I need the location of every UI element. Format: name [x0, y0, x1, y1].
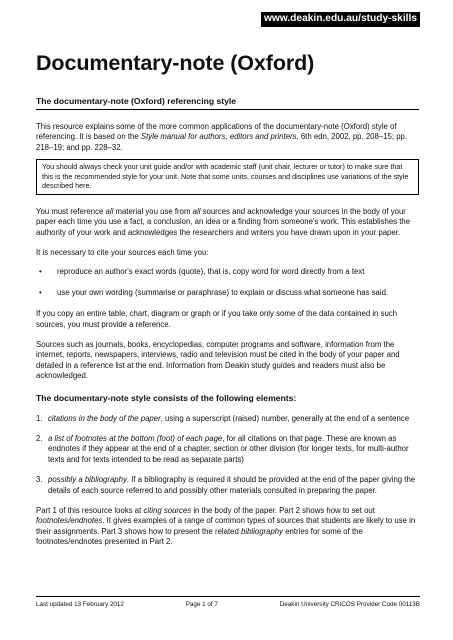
parts-text-1: Part 1 of this resource looks at	[36, 506, 144, 516]
must-emphasis-2: all	[192, 206, 201, 216]
parts-text-2: in the body of the paper. Part 2 shows how to set out	[191, 506, 375, 516]
element-description: , using a superscript (raised) number, generally at the end of a sentence	[160, 413, 410, 423]
bullet-text: reproduce an author's exact words (quote), that is, copy word for word directly from a text	[57, 267, 365, 277]
section-heading-style: The documentary-note (Oxford) referencing style	[36, 96, 237, 106]
provider-code: Deakin University CRICOS Provider Code 00113B	[279, 601, 420, 608]
element-text	[48, 414, 409, 424]
style-manual-title: Style manual for authors, editors and printers	[140, 132, 297, 142]
must-text-2: material you use from	[113, 206, 193, 216]
page-footer	[36, 601, 420, 609]
sources-paragraph: Sources such as journals, books, encyclopedias, computer programs and software, information from the internet, reports, newspapers, interviews, radio and television must be cited in the body of your paper and detailed in a reference list at the end. Information from Deakin study guides and readers must also be acknowledged.	[36, 339, 400, 381]
must-text-1: You must reference	[36, 206, 106, 216]
page-title: Documentary-note (Oxford)	[36, 51, 315, 75]
footer-rule	[36, 596, 420, 597]
must-text-3: sources and acknowledge your sources in the body of your paper each time you use a fact, a conclusion, an idea or a finding from someone's work. This establishes the authority of your work and acknowledges the researchers and writers you have drawn upon in your paper.	[36, 206, 411, 237]
parts-text-4: entries for some of the footnotes/endnotes presented in Part 2.	[36, 526, 363, 547]
element-emphasis: possibly a bibliography	[48, 475, 127, 485]
element-emphasis: a list of footnotes at the bottom (foot) of each page	[48, 434, 223, 443]
element-item	[36, 475, 419, 496]
intro-text-2: , 6th edn, 2002, pp. 208–15; pp. 218–19; and pp. 228–32.	[36, 132, 408, 152]
bullet-item	[36, 267, 419, 277]
element-text	[48, 475, 419, 496]
element-number: 2.	[36, 434, 43, 443]
heading-rule	[36, 109, 419, 110]
parts-emphasis-1: citing sources	[143, 506, 192, 516]
element-number: 3.	[36, 475, 43, 485]
intro-paragraph	[36, 122, 419, 153]
bullet-item	[36, 288, 419, 298]
bullet-marker: •	[39, 267, 42, 277]
cite-intro-paragraph: It is necessary to cite your sources each time you:	[36, 247, 209, 257]
parts-overview-paragraph	[36, 506, 419, 548]
last-updated: Last updated 13 February 2012	[36, 601, 124, 608]
copy-table-paragraph: If you copy an entire table, chart, diagram or graph or if you take only some of the data contained in such sources, you must provide a reference.	[36, 309, 398, 329]
element-item	[36, 414, 419, 424]
parts-emphasis-2: footnotes/endnotes	[36, 516, 103, 526]
notice-text: You should always check your unit guide and/or with academic staff (unit chair, lecturer or tutor) to make sure that this is the recommended style for your unit. Note that some units, courses and disciplines use variations of the style described here.	[42, 162, 409, 191]
cite-bullet-list	[36, 267, 419, 298]
bullet-text: use your own wording (summarise or paraphrase) to explain or discuss what someone has said.	[57, 287, 389, 297]
parts-emphasis-3: bibliography	[241, 526, 284, 536]
website-header-tag: www.deakin.edu.au/study-skills	[261, 12, 420, 27]
notice-box	[36, 159, 419, 195]
page-number: Page 1 of 7	[185, 601, 218, 608]
element-description: . If a bibliography is required it should be provided at the end of the paper giving the details of each source referred to and possibly other materials consulted in preparing the paper.	[48, 475, 416, 495]
section-heading-elements: The documentary-note style consists of the following elements:	[36, 392, 297, 403]
element-emphasis: citations in the body of the paper	[48, 413, 161, 423]
must-emphasis-1: all	[105, 206, 114, 216]
element-item	[36, 434, 419, 465]
element-text	[48, 434, 419, 465]
must-reference-paragraph	[36, 207, 419, 238]
element-description: , for all citations on that page. These are known as endnotes if they appear at the end of a chapter, section or other division (for longer texts, for multi-author texts and for texts intended to be read as separate parts)	[48, 434, 409, 464]
element-number: 1.	[36, 413, 43, 423]
bullet-marker: •	[39, 287, 42, 297]
parts-text-3: . It gives examples of a range of common types of sources that students are likely to use in their assignments. Part 3 shows how to present the related	[36, 516, 416, 536]
elements-list	[36, 414, 419, 496]
document-body	[36, 96, 419, 548]
intro-text-1: This resource explains some of the more common applications of the documentary-note (Oxford) style of referencing. It is based on the	[36, 122, 397, 142]
